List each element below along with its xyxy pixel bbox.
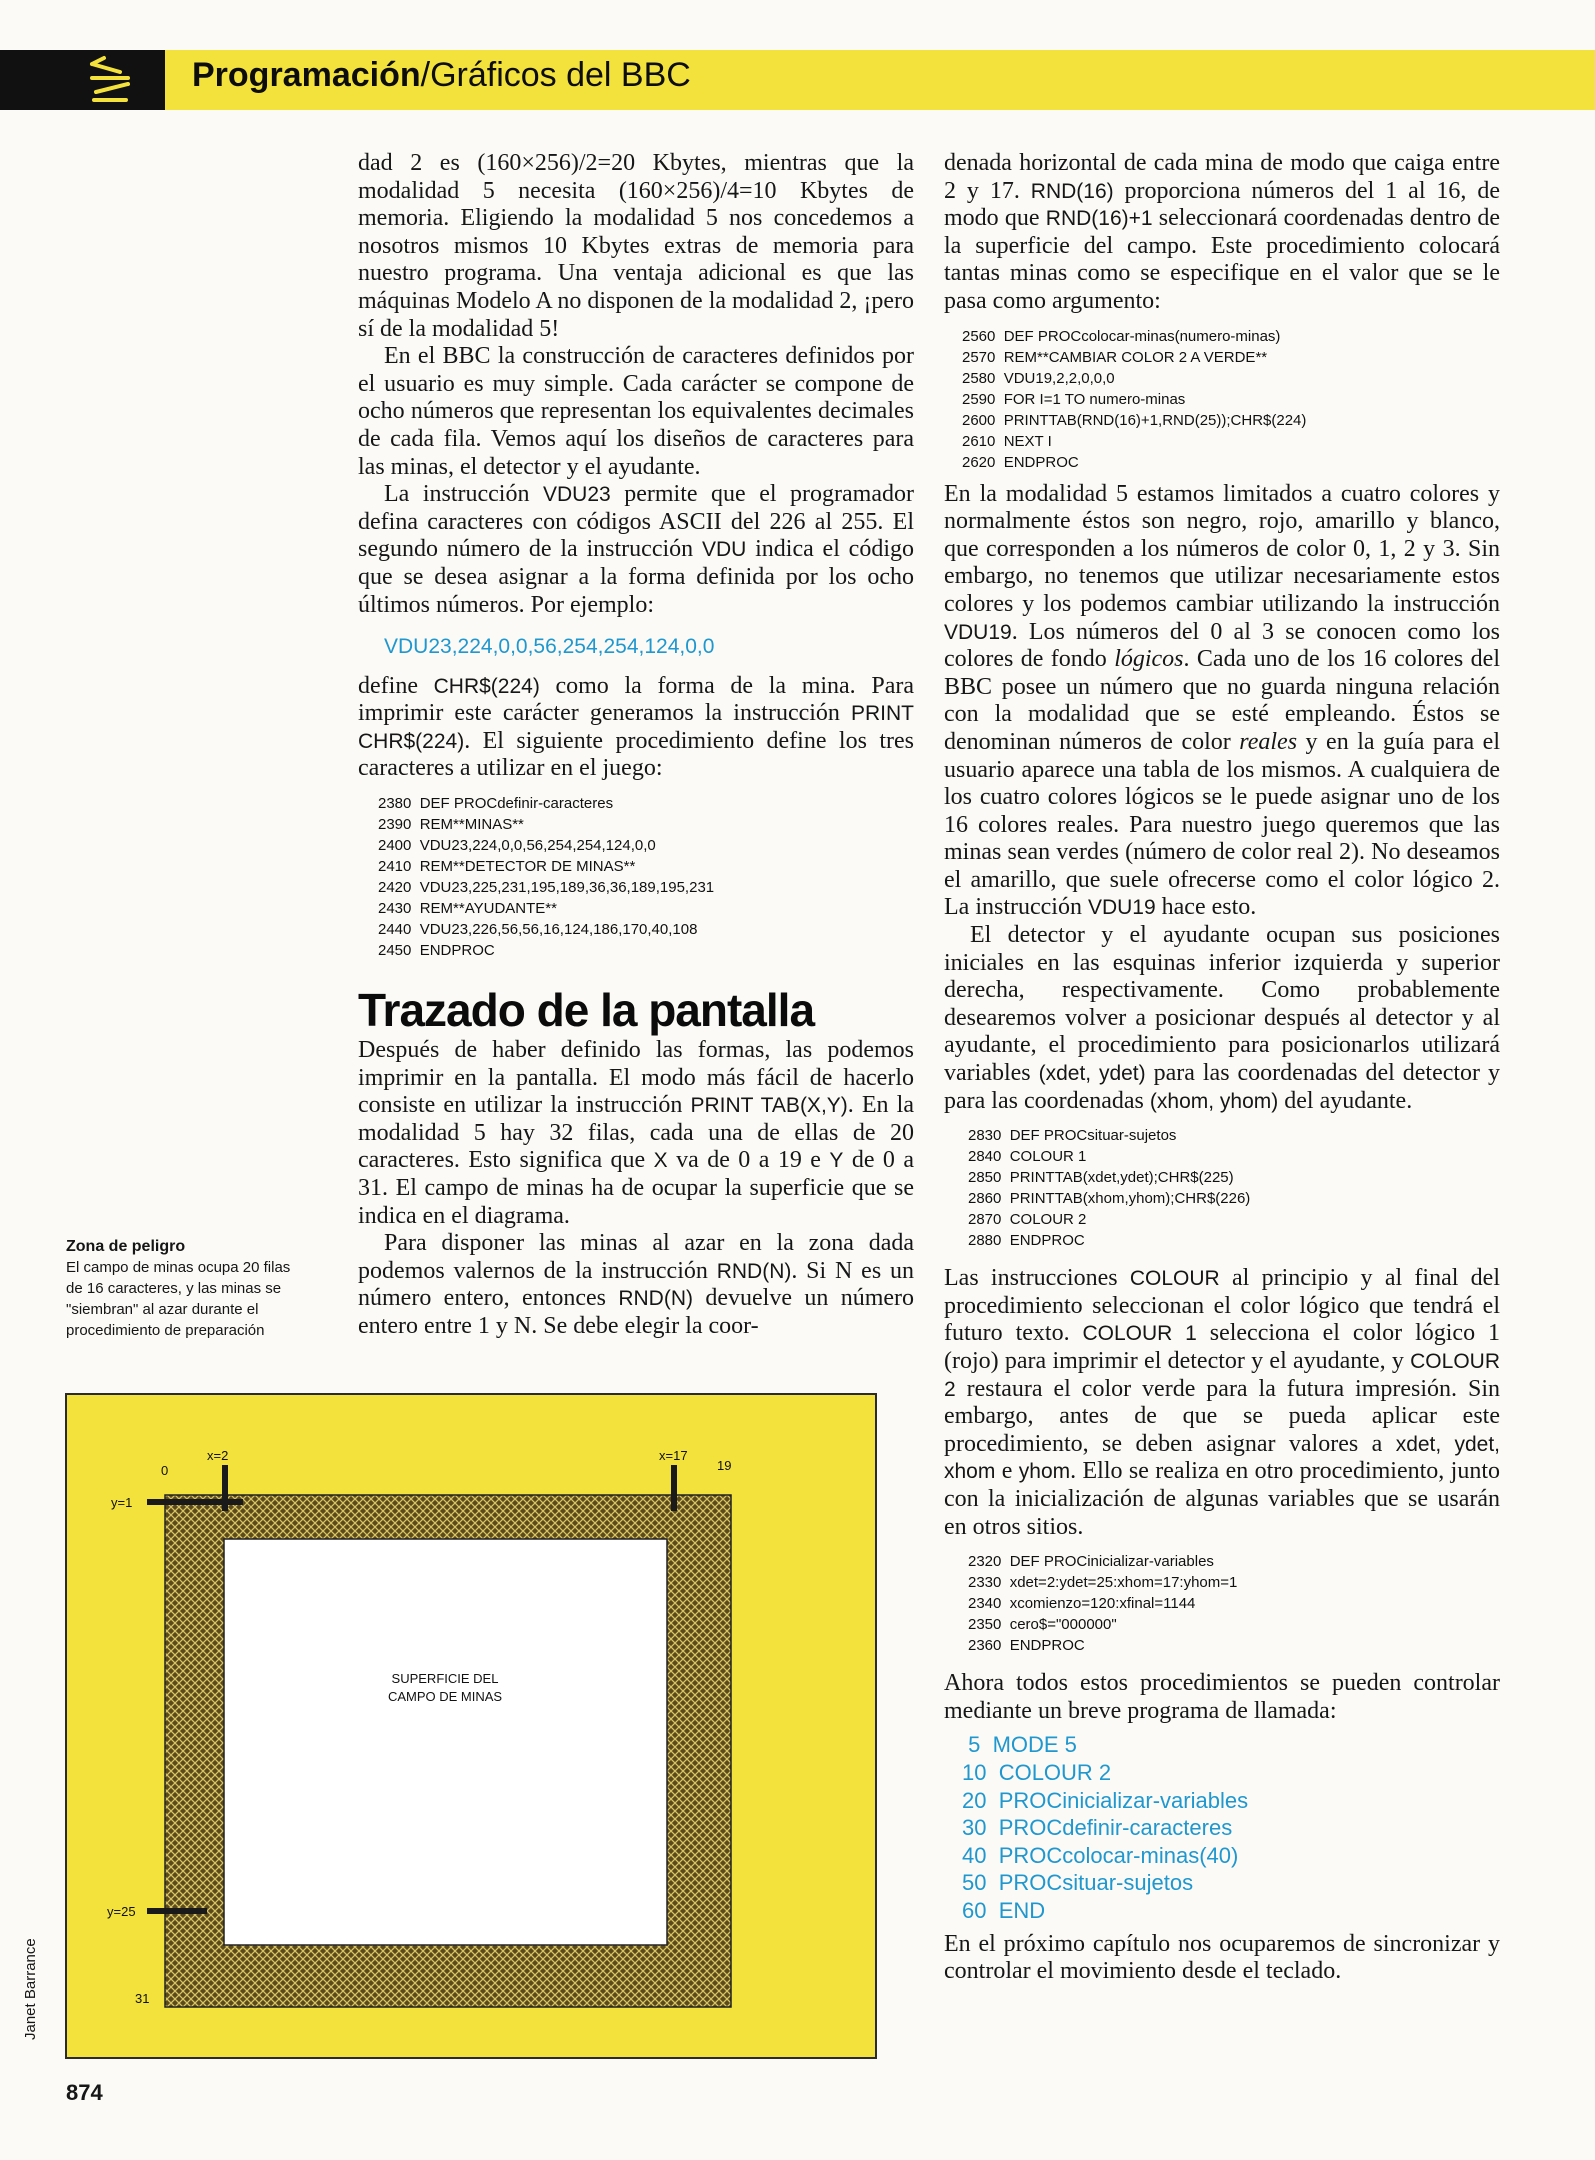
caption-text: El campo de minas ocupa 20 filas de 16 caracteres, y las minas se "siembran" al azar durante el procedimiento de preparación [66, 1259, 291, 1339]
paragraph: En el BBC la construcción de caracteres definidos por el usuario es muy simple. Cada carácter se compone de ocho números que representan los equivalentes decimales de cada fila. Vemos aquí los diseños de caracteres para las minas, el detector y el ayudante. [358, 343, 914, 480]
caption-title: Zona de peligro [66, 1238, 186, 1255]
paragraph: En el próximo capítulo nos ocuparemos de sincronizar y controlar el movimiento desde el teclado. [944, 1930, 1500, 1985]
paragraph: En la modalidad 5 estamos limitados a cuatro colores y normalmente éstos son negro, rojo, amarillo y blanco, que corresponden a los números de color 0, 1, 2 y 3. Sin embargo, no tenemos que utilizar necesariamente estos colores y los podemos cambiar utilizando la instrucción VDU19. Los números del 0 al 3 se conocen como los colores de fondo lógicos. Cada uno de los 16 colores del BBC posee un número que no guarda ninguna relación con la modalidad que se esté empleando. Éstos se denominan números de color reales y en la guía para el usuario aparece una tabla de los mismos. A cualquiera de los cuatro colores lógicos se le puede asignar uno de los 16 colores reales. Para nuestro juego queremos que las minas sean verdes (número de color real 2). No deseamos el amarillo, que suele ofrecerse como el color lógico 2. La instrucción VDU19 hace esto. [944, 480, 1500, 921]
label-19: 19 [717, 1458, 732, 1473]
paragraph: denada horizontal de cada mina de modo que caiga entre 2 y 17. RND(16) proporciona números del 1 al 16, de modo que RND(16)+1 seleccionará coordenadas dentro de la superficie del campo. Este procedimiento colocará tantas minas como se especifique en el valor que se le pasa como argumento: [944, 150, 1501, 314]
paragraph: dad 2 es (160×256)/2=20 Kbytes, mientras que la modalidad 5 necesita (160×256)/4=10 Kbytes de memoria. Eligiendo la modalidad 5 nos concedemos a nosotros mismos 10 Kbytes extras de memoria para nuestro programa. Una ventaja adicional es que las máquinas Modelo A no disponen de la modalidad 2, ¡pero sí de la modalidad 5! [358, 150, 914, 342]
page-number: 874 [66, 2080, 103, 2105]
minefield-svg [67, 1395, 875, 2057]
minefield-diagram [65, 1393, 877, 2059]
label-x17: x=17 [659, 1448, 688, 1463]
minefield-area [224, 1539, 667, 1945]
label-x2: x=2 [207, 1448, 229, 1463]
label-0: 0 [161, 1463, 169, 1478]
marker-y25 [147, 1908, 207, 1914]
label-y25: y=25 [107, 1904, 136, 1919]
center-label-line1: SUPERFICIE DEL [391, 1671, 499, 1686]
header-bar [0, 50, 1595, 110]
center-label-line2: CAMPO DE MINAS [387, 1689, 503, 1704]
paragraph: El detector y el ayudante ocupan sus posiciones iniciales en las esquinas inferior izquierda y superior derecha, respectivamente. Como probablemente desearemos volver a posicionar después al detector y al ayudante, el procedimiento para posicionarlos utilizará variables (xdet, ydet) para las coordenadas del detector y para las coordenadas (xhom, yhom) del ayudante. [944, 922, 1501, 1114]
code-listing: 2380 DEF PROCdefinir-caracteres 2390 REM**MINAS** 2400 VDU23,224,0,0,56,254,254,124,0,0 2410 REM**DETECTOR DE MINAS** 2420 VDU23,225,231,195,189,36,36,189,195,231 2430 REM**AYUDANTE** 2440 VDU23,226,56,56,16,124,186,170,40,108 2450 ENDPROC [378, 795, 715, 960]
paragraph: define CHR$(224) como la forma de la mina. Para imprimir este carácter generamos la instrucción PRINT CHR$(224). El siguiente procedimiento define los tres caracteres a utilizar en el juego: [358, 672, 914, 782]
marker-y1 [147, 1499, 243, 1505]
marker-x17 [671, 1465, 677, 1511]
section-heading: Trazado de la pantalla [358, 984, 815, 1037]
label-31: 31 [135, 1991, 150, 2006]
paragraph: Después de haber definido las formas, las podemos imprimir en la pantalla. El modo más fácil de hacerlo consiste en utilizar la instrucción PRINT TAB(X,Y). En la modalidad 5 hay 32 filas, cada una de ellas de 20 caracteres. Esto significa que X va de 0 a 19 e Y de 0 a 31. El campo de minas ha de ocupar la superficie que se indica en el diagrama. [358, 1037, 915, 1229]
paragraph: La instrucción VDU23 permite que el programador defina caracteres con códigos ASCII del 226 al 255. El segundo número de la instrucción VDU indica el código que se desea asignar a la forma definida por los ocho últimos números. Por ejemplo: [358, 481, 914, 618]
program-listing: 5 MODE 5 10 COLOUR 2 20 PROCinicializar-variables 30 PROCdefinir-caracteres 40 PROCcolocar-minas(40) 50 PROCsituar-sujetos 60 END [962, 1732, 1249, 1923]
section-title: Programación/Gráficos del BBC [192, 56, 691, 94]
code-example: VDU23,224,0,0,56,254,254,124,0,0 [384, 635, 715, 659]
paragraph: Ahora todos estos procedimientos se pueden controlar mediante un breve programa de llamada: [944, 1670, 1500, 1724]
paragraph: Para disponer las minas al azar en la zona dada podemos valernos de la instrucción RND(N). Si N es un número entero, entonces RND(N) devuelve un número entero entre 1 y N. Se debe elegir la coor- [358, 1230, 914, 1339]
figure-caption [66, 1236, 306, 1341]
code-listing: 2830 DEF PROCsituar-sujetos 2840 COLOUR 1 2850 PRINTTAB(xdet,ydet);CHR$(225) 2860 PRINTTAB(xhom,yhom);CHR$(226) 2870 COLOUR 2 2880 ENDPROC [968, 1127, 1251, 1250]
brand-logo-icon [0, 50, 165, 110]
photo-credit: Janet Barrance [22, 1938, 39, 2040]
paragraph: Las instrucciones COLOUR al principio y al final del procedimiento seleccionan el color lógico que tendrá el futuro texto. COLOUR 1 selecciona el color lógico 1 (rojo) para imprimir el detector y el ayudante, y COLOUR 2 restaura el color verde para la futura impresión. Sin embargo, antes de que se pueda aplicar este procedimiento, se deben asignar valores a xdet, ydet, xhom e yhom. Ello se realiza en otro procedimiento, junto con la inicialización de algunas variables que se usarán en otros sitios. [944, 1265, 1501, 1540]
code-listing: 2320 DEF PROCinicializar-variables 2330 xdet=2:ydet=25:xhom=17:yhom=1 2340 xcomienzo=120:xfinal=1144 2350 cero$="000000" 2360 ENDPROC [968, 1553, 1238, 1655]
column-right [944, 150, 1500, 1986]
code-listing: 2560 DEF PROCcolocar-minas(numero-minas) 2570 REM**CAMBIAR COLOR 2 A VERDE** 2580 VDU19,2,2,0,0,0 2590 FOR I=1 TO numero-minas 2600 PRINTTAB(RND(16)+1,RND(25));CHR$(224) 2610 NEXT I 2620 ENDPROC [962, 327, 1307, 471]
label-y1: y=1 [111, 1495, 133, 1510]
column-left [358, 150, 914, 1341]
